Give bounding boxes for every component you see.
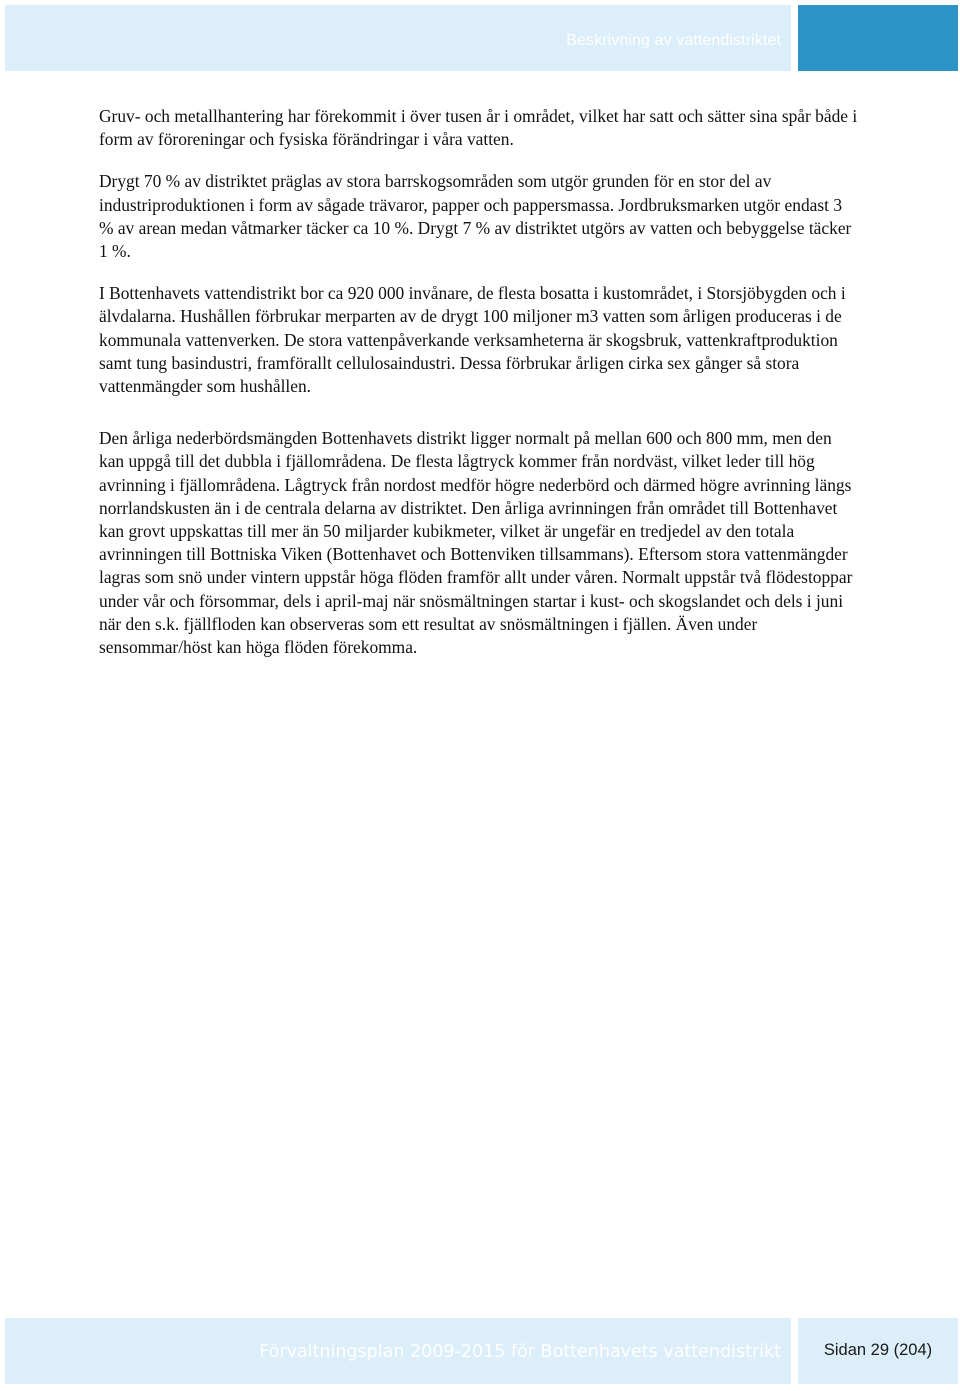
header-band	[5, 5, 791, 71]
document-body	[99, 105, 859, 678]
header-accent-block	[798, 5, 958, 71]
footer-page-box	[798, 1318, 958, 1384]
footer-title: Förvaltningsplan 2009-2015 för Bottenhavets vattendistrikt	[259, 1342, 781, 1362]
header-title: Beskrivning av vattendistriktet	[566, 32, 781, 49]
page-number: Sidan 29 (204)	[823, 1341, 933, 1359]
footer-band	[5, 1318, 791, 1384]
paragraph-precipitation: Den årliga nederbördsmängden Bottenhavets distrikt ligger normalt på mellan 600 och 800 mm, men den kan uppgå till det dubbla i fjällområdena. De flesta lågtryck kommer från nordväst, vilket leder till hög avrinning i fjällområdena. Lågtryck från nordost medför högre nederbörd och därmed högre avrinning längs norrlandskusten än i de centrala delarna av distriktet. Den årliga avrinningen från området till Bottenhavet kan grovt uppskattas till mer än 50 miljarder kubikmeter, vilket är ungefär en tredjedel av den totala avrinningen till Bottniska Viken (Bottenhavet och Bottenviken tillsammans). Eftersom stora vattenmängder lagras som snö under vintern uppstår höga flöden framför allt under våren. Normalt uppstår två flödestoppar under vår och försommar, dels i april-maj när snösmältningen startar i kust- och skogslandet och dels i juni när den s.k. fjällfloden kan observeras som ett resultat av snösmältningen i fjällen. Även under sensommar/höst kan höga flöden förekomma.	[99, 428, 853, 658]
paragraph-land-use: Drygt 70 % av distriktet präglas av stora barrskogsområden som utgör grunden för en stor del av industriproduktionen i form av sågade trävaror, papper och pappersmassa. Jordbruksmarken utgör endast 3 % av arean medan våtmarker täcker ca 10 %. Drygt 7 % av distriktet utgörs av vatten och bebyggelse täcker 1 %.	[99, 171, 852, 262]
paragraph-population: I Bottenhavets vattendistrikt bor ca 920 000 invånare, de flesta bosatta i kustområdet, i Storsjöbygden och i älvdalarna. Hushållen förbrukar merparten av de drygt 100 miljoner m3 vatten som årligen produceras i de kommunala vattenverken. De stora vattenpåverkande verksamheterna är skogsbruk, vattenkraftproduktion samt tung basindustri, framförallt cellulosaindustri. Dessa förbrukar årligen cirka sex gånger så stora vattenmängder som hushållen.	[99, 283, 846, 397]
paragraph-mining: Gruv- och metallhantering har förekommit i över tusen år i området, vilket har satt och sätter sina spår både i form av föroreningar och fysiska förändringar i våra vatten.	[99, 106, 858, 150]
